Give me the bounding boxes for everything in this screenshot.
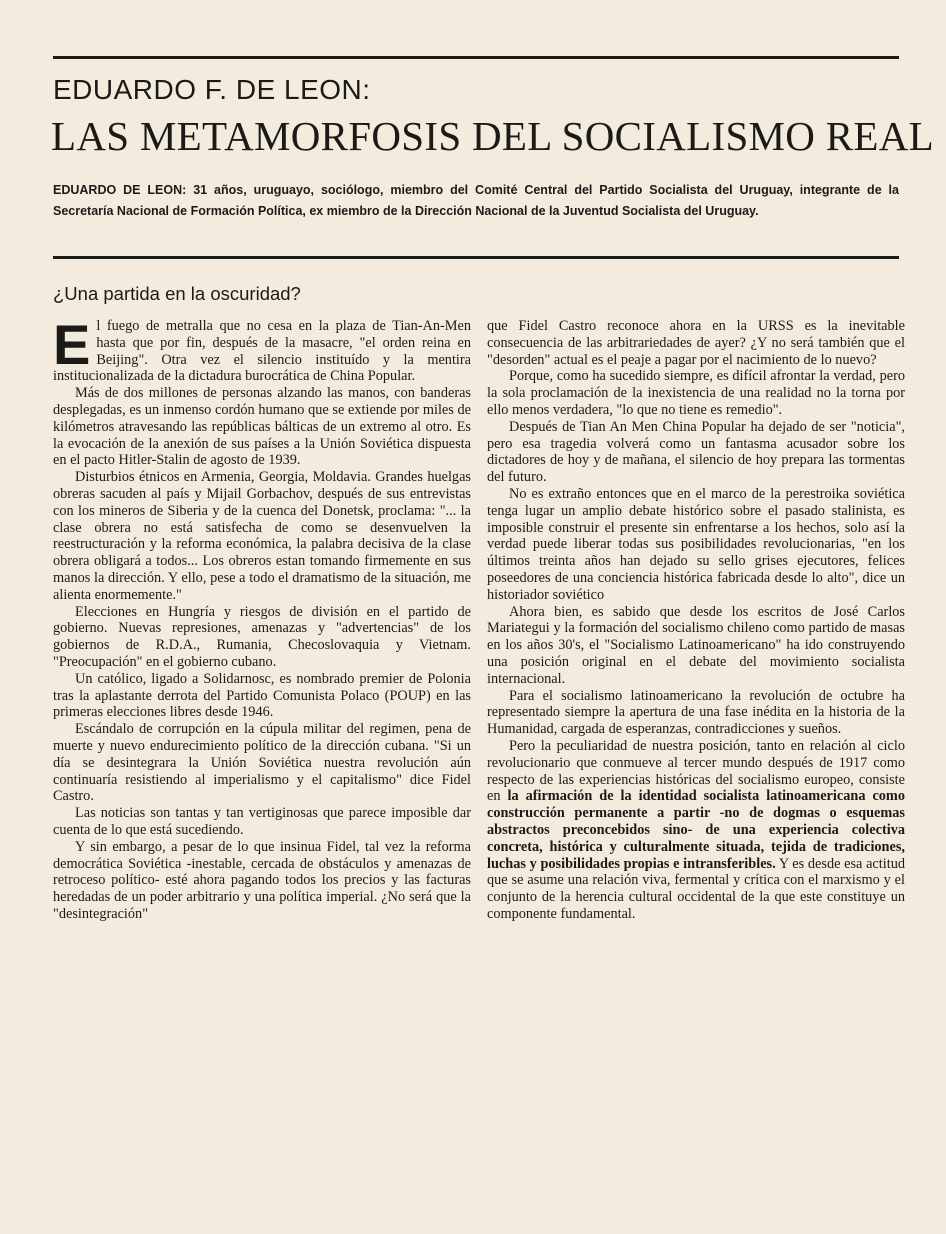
paragraph: Un católico, ligado a Solidarnosc, es nombrado premier de Polonia tras la aplastante derrota del Partido Comunista Polaco (POUP) en las primeras elecciones libres desde 1946.: [53, 670, 471, 721]
paragraph: Para el socialismo latinoamericano la revolución de octubre ha representado siempre la apertura de una fase inédita en la historia de la Humanidad, cargada de esperanzas, contradicciones y sueños.: [487, 687, 905, 738]
author-bio: [53, 180, 899, 222]
paragraph: Más de dos millones de personas alzando las manos, con banderas desplegadas, es un inmenso cordón humano que se extiende por miles de kilómetros atravesando las repúblicas bálticas de un extremo al otro. Es la evocación de la anexión de sus países a la Unión Soviética dispuesta en el pacto Hitler-Stalin de agosto de 1939.: [53, 385, 471, 469]
right-column: [487, 318, 905, 923]
bio-name: EDUARDO DE LEON: [53, 183, 183, 197]
paragraph: Disturbios étnicos en Armenia, Georgia, Moldavia. Grandes huelgas obreras sacuden al país y Mijail Gorbachov, después de sus entrevistas con los mineros de Siberia y de la cuenca del Donetsk, proclama: "... la clase obrera no está satisfecha de como se desenvuelven la reestructuración y la reforma económica, la palabra decisiva de la clase obrera obligará a todos... Los obreros estan tomando firmemente en sus manos la dirección. Y ello, pese a todo el dramatismo de la situación, me alienta enormemente.": [53, 469, 471, 603]
author-line: EDUARDO F. DE LEON:: [53, 74, 371, 105]
article-title: LAS METAMORFOSIS DEL SOCIALISMO REAL: [51, 113, 935, 159]
paragraph-continuation: que Fidel Castro reconoce ahora en la URSS es la inevitable consecuencia de las arbitrariedades de ayer? ¿Y no será también que el "desorden" actual es el peaje a pagar por el nacimiento de lo nuevo?: [487, 318, 905, 368]
section-rule: [53, 256, 899, 259]
paragraph: Después de Tian An Men China Popular ha dejado de ser "noticia", pero esa tragedia volverá como un fantasma acusador sobre los dictadores de hoy y de mañana, el silencio de hoy prepara las tormentas del futuro.: [487, 418, 905, 486]
paragraph: Ahora bien, es sabido que desde los escritos de José Carlos Mariategui y la formación del socialismo chileno como partido de masas en los años 30's, el "Socialismo Latinoamericano" ha ido construyendo una posición original en el debate del movimiento socialista internacional.: [487, 603, 905, 687]
bio-text: : 31 años, uruguayo, sociólogo, miembro del Comité Central del Partido Socialista del Uruguay, integrante de la Secretaría Nacional de Formación Política, ex miembro de la Dirección Nacional de la Juventud Socialista del Uruguay.: [53, 183, 899, 218]
paragraph: Y sin embargo, a pesar de lo que insinua Fidel, tal vez la reforma democrática Soviética -inestable, cercada de obstáculos y amenazas de retroceso político- esté ahora pagando todos los precios y las facturas heredadas de un poder arbitrario y una política imperial. ¿No será que la "desintegración": [53, 838, 471, 922]
drop-cap: E: [53, 313, 91, 376]
last-paragraph-bold: la afirmación de la identidad socialista latinoamericana como construcción permanente a partir -no de dogmas o esquemas abstractos preconcebidos sino- de una experiencia colectiva concreta, histórica y culturalmente situada, tejida de tradiciones, luchas y posibilidades propias e intransferibles.: [487, 788, 905, 872]
paragraph: [53, 313, 471, 385]
left-column: [53, 313, 471, 923]
last-paragraph-start: Pero la peculiaridad de nuestra posición, tanto en relación al ciclo revolucionario que conmueve al tercer mundo después de 1917 como respecto de las experiencias históricas del socialismo europeo, consiste en: [487, 737, 905, 805]
paragraph: [487, 738, 905, 923]
paragraph: No es extraño entonces que en el marco de la perestroika soviética tenga lugar un amplio debate histórico sobre el pasado stalinista, es imposible construir el presente sin enfrentarse a los hechos, solo así la verdad puede liberar todas sus posibilidades revolucionarias, "en los últimos treinta años han dejado su sello grises ejecutores, felices poseedores de una conciencia histórica fabricada desde lo alto", dice un historiador soviético: [487, 485, 905, 603]
first-paragraph-text: l fuego de metralla que no cesa en la plaza de Tian-An-Men hasta que por fin, después de la masacre, "el orden reina en Beijing". Otra vez el silencio instituído y la mentira institucionalizada de la dictadura burocrática de China Popular.: [53, 318, 471, 385]
paragraph: Elecciones en Hungría y riesgos de división en el partido de gobierno. Nuevas represiones, amenazas y "advertencias" de los gobiernos de R.D.A., Rumania, Checoslovaquia y Vietnam. "Preocupación" en el gobierno cubano.: [53, 603, 471, 670]
paragraph: Porque, como ha sucedido siempre, es difícil afrontar la verdad, pero la sola proclamación de la inexistencia de una realidad no la torna por ello menos verdadera, "lo que no tiene es remedio".: [487, 368, 905, 418]
section-heading: ¿Una partida en la oscuridad?: [53, 283, 301, 304]
last-paragraph-end: Y es desde esa actitud que se asume una relación viva, fermental y crítica con el marxismo y el conjunto de la herencia cultural occidental de la que este constituye un componente fundamental.: [487, 855, 905, 922]
paragraph: Las noticias son tantas y tan vertiginosas que parece imposible dar cuenta de lo que está sucediendo.: [53, 805, 471, 838]
paragraph: Escándalo de corrupción en la cúpula militar del regimen, pena de muerte y nuevo endurecimiento político de la dirección cubana. "Si un día se desintegrara la Unión Soviética nuestra revolución aún continuaría resistiendo al imperialismo y el capitalismo" dice Fidel Castro.: [53, 721, 471, 805]
top-rule: [53, 56, 899, 59]
